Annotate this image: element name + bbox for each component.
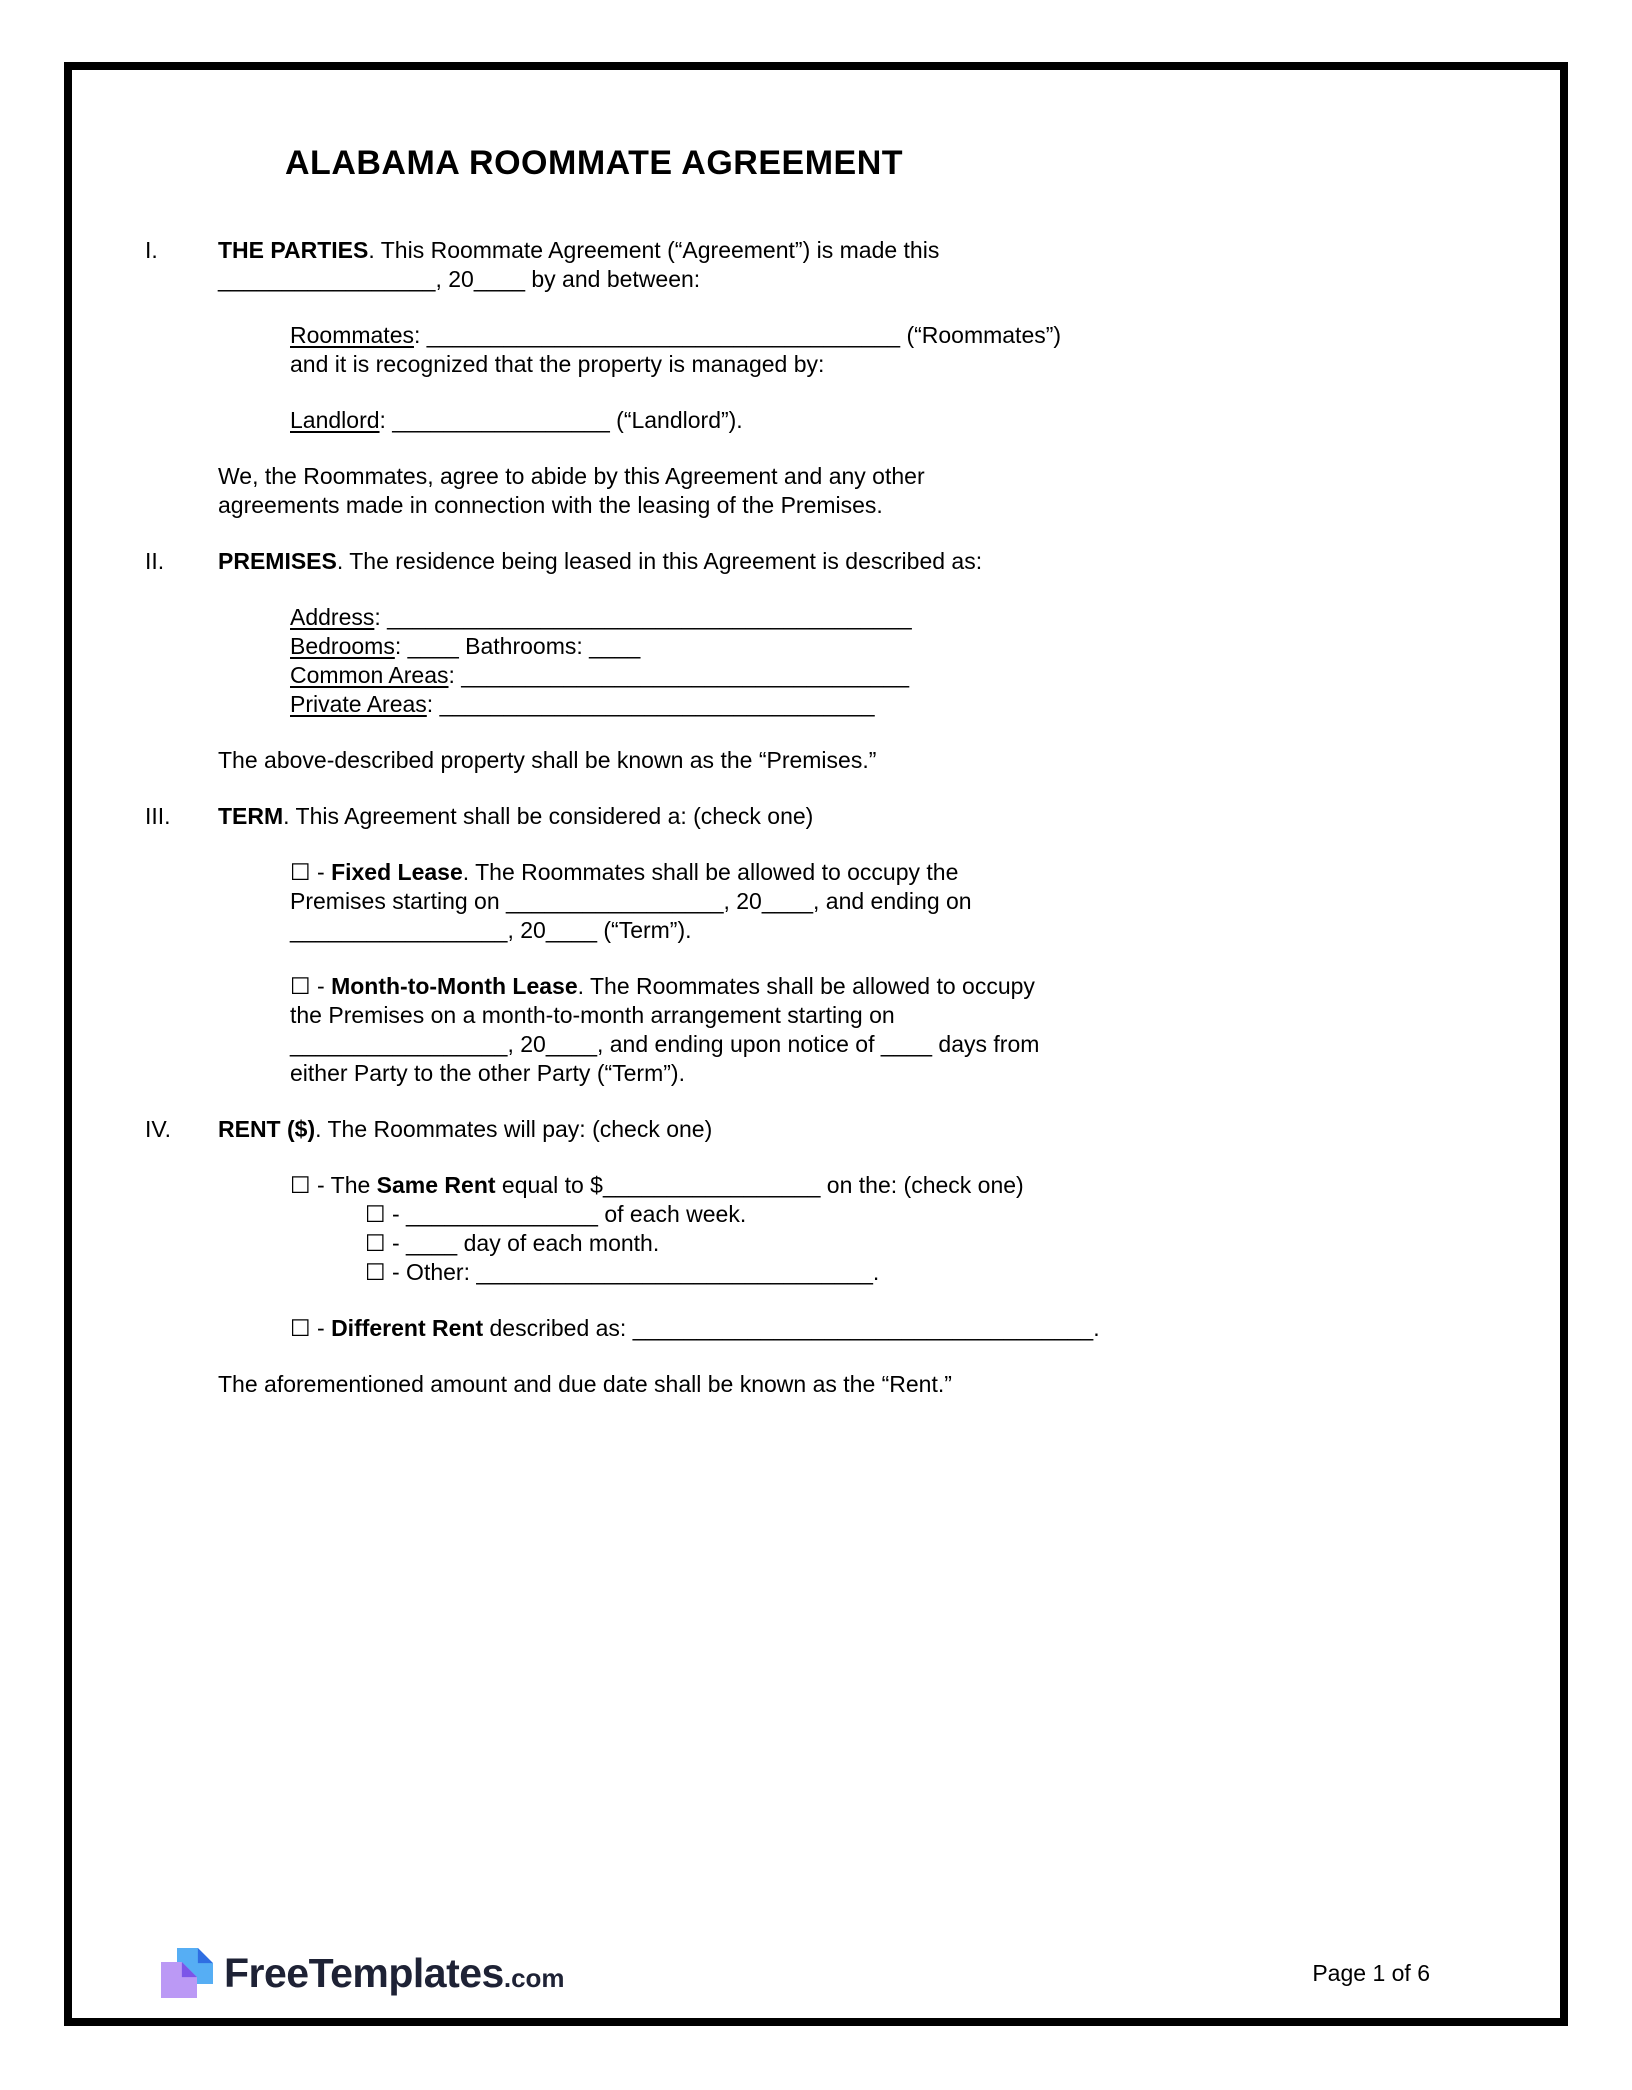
text-run: ☐ - ____ day of each month. bbox=[365, 1230, 660, 1256]
paragraph bbox=[290, 1314, 1508, 1343]
text-run: described as: ____________________________________. bbox=[483, 1315, 1100, 1341]
paragraph bbox=[218, 802, 1508, 831]
text-line bbox=[218, 547, 1508, 576]
text-line bbox=[290, 916, 1508, 945]
text-line bbox=[365, 1258, 1508, 1287]
section-premises bbox=[145, 547, 1508, 775]
text-run: . The residence being leased in this Agreement is described as: bbox=[336, 548, 983, 574]
text-line bbox=[290, 887, 1508, 916]
paragraph bbox=[218, 236, 1508, 294]
text-line bbox=[290, 1171, 1508, 1200]
text-run: ☐ - The bbox=[290, 1172, 377, 1198]
bold-text: Same Rent bbox=[376, 1172, 496, 1198]
paragraph bbox=[365, 1200, 1508, 1287]
section-term bbox=[145, 802, 1508, 1088]
text-line bbox=[290, 1314, 1508, 1343]
text-line bbox=[218, 236, 1508, 265]
text-line bbox=[290, 972, 1508, 1001]
text-line bbox=[290, 1001, 1508, 1030]
document-title: ALABAMA ROOMMATE AGREEMENT bbox=[285, 144, 904, 182]
section-the-parties bbox=[145, 236, 1508, 520]
page-number: Page 1 of 6 bbox=[1312, 1959, 1430, 1986]
section-body bbox=[218, 802, 1508, 1088]
text-run: equal to $_________________ on the: (check one) bbox=[495, 1172, 1024, 1198]
brand-name: FreeTemplates bbox=[224, 1949, 504, 1996]
text-line bbox=[290, 858, 1508, 887]
page-footer bbox=[145, 1948, 1508, 2008]
text-run: agreements made in connection with the leasing of the Premises. bbox=[218, 492, 883, 518]
section-body bbox=[218, 236, 1508, 520]
section-numeral: II. bbox=[145, 548, 165, 574]
underlined-label: Private Areas bbox=[290, 691, 427, 717]
freetemplates-logo-icon bbox=[161, 1948, 213, 1998]
section-body bbox=[218, 1115, 1508, 1399]
text-run: . This Roommate Agreement (“Agreement”) is made this bbox=[368, 237, 940, 263]
text-line bbox=[290, 632, 1508, 661]
text-line bbox=[218, 1370, 1508, 1399]
text-run: : __________________________________ bbox=[426, 691, 875, 717]
underlined-label: Address bbox=[290, 604, 375, 630]
text-line bbox=[365, 1200, 1508, 1229]
underlined-label: Common Areas bbox=[290, 662, 449, 688]
text-run: : _________________________________________ bbox=[374, 604, 912, 630]
section-numeral: III. bbox=[145, 803, 171, 829]
text-line bbox=[218, 802, 1508, 831]
text-run: the Premises on a month-to-month arrangement starting on bbox=[290, 1002, 895, 1028]
paragraph bbox=[218, 746, 1508, 775]
text-run: . This Agreement shall be considered a: (check one) bbox=[283, 803, 814, 829]
text-run: either Party to the other Party (“Term”). bbox=[290, 1060, 685, 1086]
text-line bbox=[290, 603, 1508, 632]
document-body bbox=[145, 209, 1508, 1399]
text-run: ☐ - Other: _______________________________. bbox=[365, 1259, 880, 1285]
text-run: : ___________________________________ bbox=[448, 662, 909, 688]
text-line bbox=[290, 690, 1508, 719]
bold-text: PREMISES bbox=[218, 548, 337, 574]
paragraph bbox=[290, 603, 1508, 719]
text-line bbox=[218, 462, 1508, 491]
text-run: . The Roommates shall be allowed to occupy the bbox=[462, 859, 959, 885]
paragraph bbox=[290, 858, 1508, 945]
text-run: . The Roommates will pay: (check one) bbox=[315, 1116, 713, 1142]
bold-text: TERM bbox=[218, 803, 284, 829]
bold-text: Month-to-Month Lease bbox=[331, 973, 578, 999]
text-run: The above-described property shall be known as the “Premises.” bbox=[218, 747, 877, 773]
underlined-label: Bedrooms bbox=[290, 633, 395, 659]
paragraph bbox=[218, 1370, 1508, 1399]
text-run: ☐ - bbox=[290, 859, 332, 885]
text-line bbox=[218, 1115, 1508, 1144]
brand-wordmark bbox=[224, 1950, 565, 1997]
page-frame bbox=[64, 62, 1568, 2026]
text-run: : _____________________________________ (“Roommates”) bbox=[413, 322, 1062, 348]
text-run: We, the Roommates, agree to abide by this Agreement and any other bbox=[218, 463, 925, 489]
paragraph bbox=[218, 547, 1508, 576]
text-line bbox=[365, 1229, 1508, 1258]
paragraph bbox=[290, 972, 1508, 1088]
text-line bbox=[290, 321, 1508, 350]
text-run: Premises starting on _________________, 20____, and ending on bbox=[290, 888, 972, 914]
paragraph bbox=[290, 406, 1508, 435]
text-run: _________________, 20____ by and between: bbox=[218, 266, 701, 292]
brand-logo bbox=[161, 1948, 565, 1998]
text-run: _________________, 20____ (“Term”). bbox=[290, 917, 692, 943]
text-run: ☐ - _______________ of each week. bbox=[365, 1201, 747, 1227]
text-run: ☐ - bbox=[290, 1315, 332, 1341]
text-run: : ____ Bathrooms: ____ bbox=[394, 633, 641, 659]
text-run: _________________, 20____, and ending upon notice of ____ days from bbox=[290, 1031, 1040, 1057]
text-run: The aforementioned amount and due date shall be known as the “Rent.” bbox=[218, 1371, 952, 1397]
paragraph bbox=[218, 462, 1508, 520]
page-content bbox=[72, 70, 1560, 2018]
paragraph bbox=[290, 1171, 1508, 1200]
section-numeral: IV. bbox=[145, 1116, 172, 1142]
text-line bbox=[290, 406, 1508, 435]
text-line bbox=[290, 1059, 1508, 1088]
section-body bbox=[218, 547, 1508, 775]
text-run: : _________________ (“Landlord”). bbox=[379, 407, 743, 433]
bold-text: THE PARTIES bbox=[218, 237, 369, 263]
underlined-label: Roommates bbox=[290, 322, 414, 348]
brand-suffix: .com bbox=[503, 1962, 565, 1993]
text-line bbox=[218, 746, 1508, 775]
bold-text: RENT ($) bbox=[218, 1116, 316, 1142]
text-run: . The Roommates shall be allowed to occupy bbox=[577, 973, 1035, 999]
text-line bbox=[218, 265, 1508, 294]
section-numeral: I. bbox=[145, 237, 158, 263]
paragraph bbox=[218, 1115, 1508, 1144]
text-line bbox=[290, 350, 1508, 379]
section-rent bbox=[145, 1115, 1508, 1399]
text-line bbox=[218, 491, 1508, 520]
bold-text: Different Rent bbox=[331, 1315, 484, 1341]
paragraph bbox=[290, 321, 1508, 379]
bold-text: Fixed Lease bbox=[331, 859, 463, 885]
text-run: and it is recognized that the property is managed by: bbox=[290, 351, 825, 377]
text-line bbox=[290, 1030, 1508, 1059]
underlined-label: Landlord bbox=[290, 407, 380, 433]
text-run: ☐ - bbox=[290, 973, 332, 999]
text-line bbox=[290, 661, 1508, 690]
